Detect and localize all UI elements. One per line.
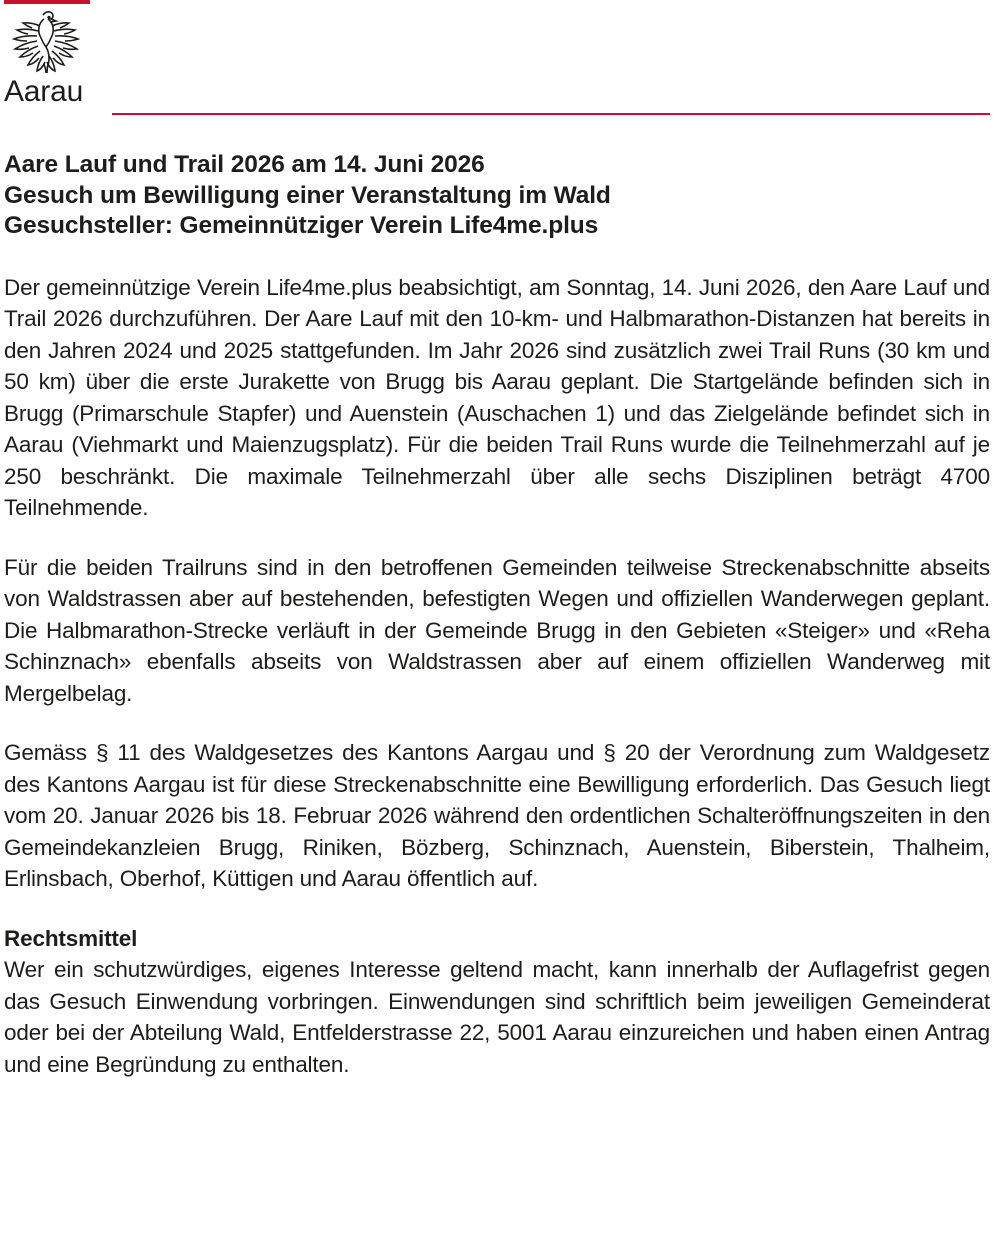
aarau-logo xyxy=(4,0,100,108)
aarau-eagle-crest-icon xyxy=(4,8,88,74)
document-body xyxy=(4,272,990,1081)
header-accent-rule xyxy=(112,113,990,115)
title-line-3: Gesuchsteller: Gemeinnütziger Verein Life4me.plus xyxy=(4,212,599,239)
title-line-2: Gesuch um Bewilligung einer Veranstaltung im Wald xyxy=(4,181,611,209)
document-title xyxy=(4,150,990,242)
title-line-1: Aare Lauf und Trail 2026 am 14. Juni 2026 xyxy=(4,151,485,178)
logo-wordmark: Aarau xyxy=(4,75,84,108)
section-heading-rechtsmittel: Rechtsmittel xyxy=(4,925,138,951)
paragraph-legal-basis: Gemäss § 11 des Waldgesetzes des Kantons Aargau und § 20 der Verordnung zum Waldgesetz des Kantons Aargau ist für diese Streckenabschnitte eine Bewilligung erforderlich. Das Gesuch liegt vom 20. Januar 2026 bis 18. Februar 2026 während den ordentlichen Schalteröffnungszeiten in den Gemeindekanzleien Brugg, Riniken, Bözberg, Schinznach, Auenstein, Biberstein, Thalheim, Erlinsbach, Oberhof, Küttigen und Aarau öffentlich auf. xyxy=(4,740,990,891)
paragraph-intro: Der gemeinnützige Verein Life4me.plus beabsichtigt, am Sonntag, 14. Juni 2026, den Aare Lauf und Trail 2026 durchzuführen. Der Aare Lauf mit den 10-km- und Halbmarathon-Distanzen hat bereits in den Jahren 2024 und 2025 stattgefunden. Im Jahr 2026 sind zusätzlich zwei Trail Runs (30 km und 50 km) über die erste Jurakette von Brugg bis Aarau geplant. Die Startgelände befinden sich in Brugg (Primarschule Stapfer) und Auenstein (Auschachen 1) und das Zielgelände befindet sich in Aarau (Viehmarkt und Maienzugsplatz). Für die beiden Trail Runs wurde die Teilnehmerzahl auf je 250 beschränkt. Die maximale Teilnehmerzahl über alle sechs Disziplinen beträgt 4700 Teilnehmende. xyxy=(4,274,990,520)
paragraph-rechtsmittel: Wer ein schutzwürdiges, eigenes Interesse geltend macht, kann innerhalb der Auflagefrist gegen das Gesuch Einwendung vorbringen. Einwendungen sind schriftlich beim jeweiligen Gemeinderat oder bei der Abteilung Wald, Entfelderstrasse 22, 5001 Aarau einzureichen und haben einen Antrag und eine Begründung zu enthalten. xyxy=(4,957,990,1077)
logo-top-rule xyxy=(4,0,90,4)
document-header xyxy=(4,0,990,126)
paragraph-trailruns: Für die beiden Trailruns sind in den betroffenen Gemeinden teilweise Streckenabschnitte abseits von Waldstrassen aber auf bestehenden, befestigten Wegen und offiziellen Wanderwegen geplant. Die Halbmarathon-Strecke verläuft in der Gemeinde Brugg in den Gebieten «Steiger» und «Reha Schinznach» ebenfalls abseits von Waldstrassen aber auf einem offiziellen Wanderweg mit Mergelbelag. xyxy=(4,554,990,706)
